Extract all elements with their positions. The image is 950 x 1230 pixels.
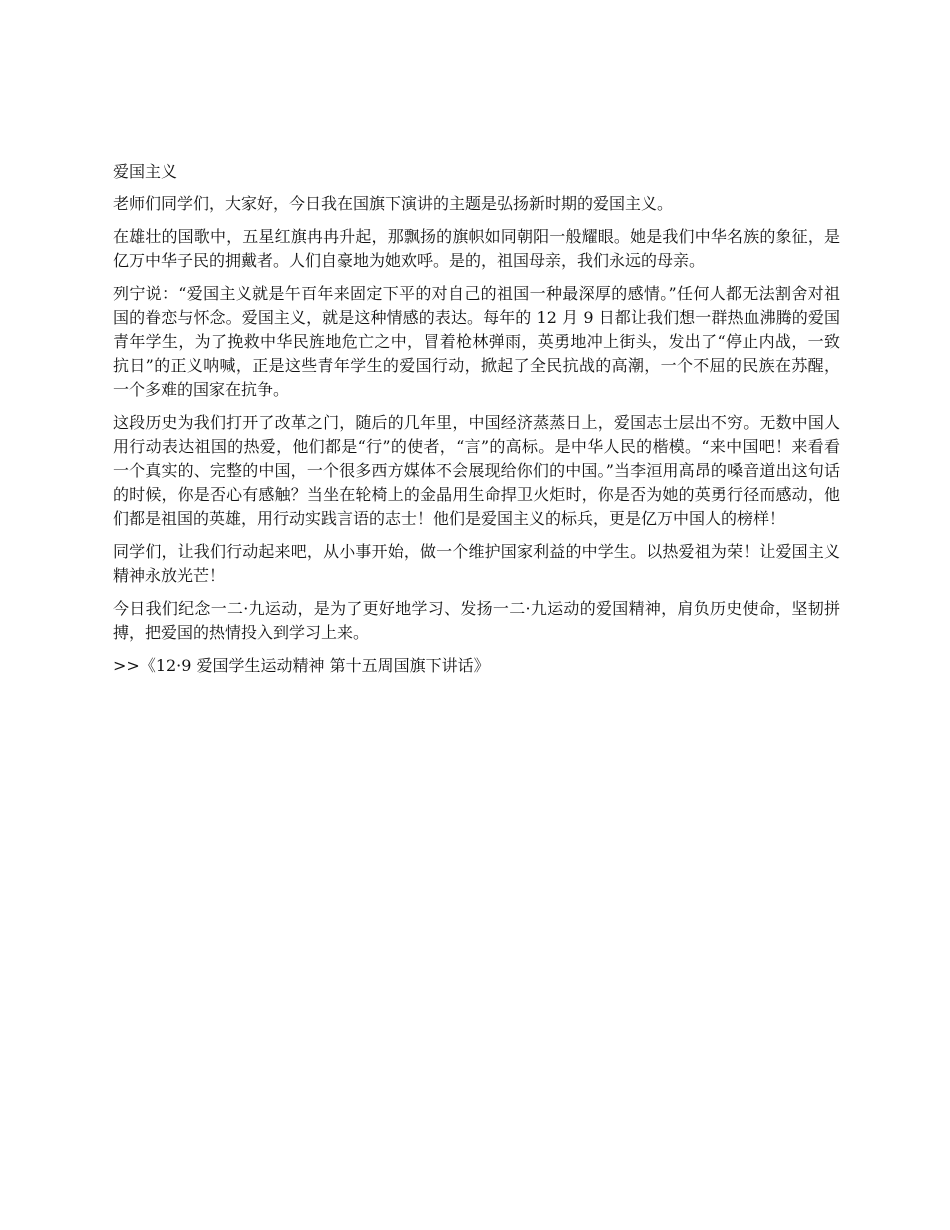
paragraph-commemoration: 今日我们纪念一二·九运动，是为了更好地学习、发扬一二·九运动的爱国精神，肩负历史使命，坚韧拼搏，把爱国的热情投入到学习上来。 <box>113 599 840 642</box>
paragraph-call-to-action: 同学们，让我们行动起来吧，从小事开始，做一个维护国家利益的中学生。以热爱祖为荣！让爱国主义精神永放光芒！ <box>113 542 840 585</box>
link-text[interactable]: 《12·9 爱国学生运动精神 第十五周国旗下讲话》 <box>139 656 490 675</box>
related-article-link[interactable] <box>113 654 840 678</box>
paragraph-national-anthem: 在雄壮的国歌中，五星红旗冉冉升起，那飘扬的旗帜如同朝阳一般耀眼。她是我们中华名族的象征，是亿万中华子民的拥戴者。人们自豪地为她欢呼。是的，祖国母亲，我们永远的母亲。 <box>113 227 840 270</box>
paragraph-lenin-quote: 列宁说：“爱国主义就是午百年来固定下平的对自己的祖国一种最深厚的感情。”任何人都无法割舍对祖国的眷恋与怀念。爱国主义，就是这种情感的表达。每年的 12 月 9 日都让我们想一群热血沸腾的爱国青年学生，为了挽救中华民旌地危亡之中，冒着枪林弹雨，英勇地冲上街头，发出了“停止内战，一致抗日”的正义呐喊，正是这些青年学生的爱国行动，掀起了全民抗战的高潮，一个不屈的民族在苏醒，一个多难的国家在抗争。 <box>113 284 840 399</box>
paragraph-greeting: 老师们同学们，大家好，今日我在国旗下演讲的主题是弘扬新时期的爱国主义。 <box>113 194 674 213</box>
link-prefix: >> <box>113 656 140 675</box>
document-page <box>113 160 840 678</box>
paragraph-history: 这段历史为我们打开了改革之门，随后的几年里，中国经济蒸蒸日上，爱国志士层出不穷。无数中国人用行动表达祖国的热爱，他们都是“行”的使者，“言”的高标。是中华人民的楷模。“来中国吧！来看看一个真实的、完整的中国，一个很多西方媒体不会展现给你们的中国。”当李洹用高昂的嗓音道出这句话的时候，你是否心有感触？当坐在轮椅上的金晶用生命捍卫火炬时，你是否为她的英勇行径而感动，他们都是祖国的英雄，用行动实践言语的志士！他们是爱国主义的标兵，更是亿万中国人的榜样！ <box>113 413 840 528</box>
document-title: 爱国主义 <box>113 162 178 181</box>
